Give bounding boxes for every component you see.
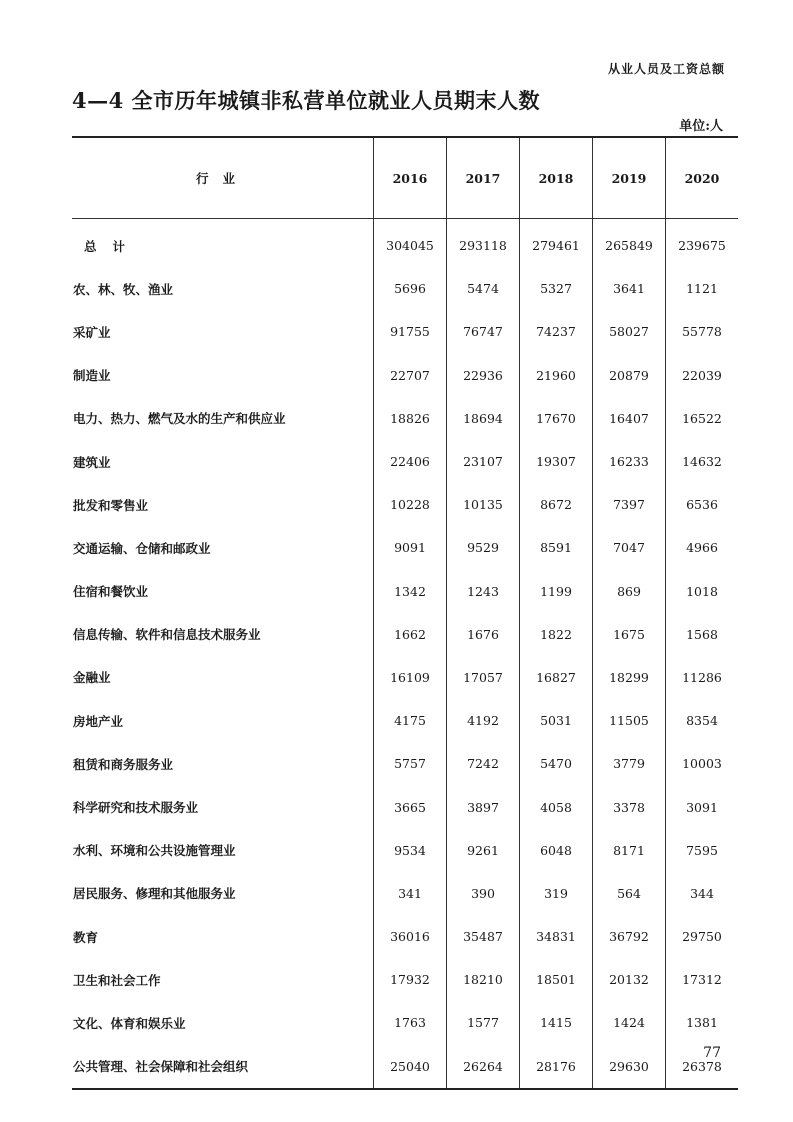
cell-value: 16407 bbox=[593, 397, 666, 440]
table-row bbox=[72, 656, 738, 699]
cell-value: 14632 bbox=[666, 440, 739, 483]
cell-value: 18210 bbox=[447, 958, 520, 1001]
cell-value: 10003 bbox=[666, 742, 739, 785]
industry-label: 水利、环境和公共设施管理业 bbox=[73, 843, 236, 859]
table-row-total bbox=[72, 219, 738, 268]
cell-value: 16109 bbox=[374, 656, 447, 699]
cell-value: 5031 bbox=[520, 699, 593, 742]
page-title: 4—4 全市历年城镇非私营单位就业人员期末人数 bbox=[72, 88, 541, 113]
cell-value: 18501 bbox=[520, 958, 593, 1001]
industry-label: 科学研究和技术服务业 bbox=[73, 800, 199, 816]
table-row bbox=[72, 829, 738, 872]
cell-value: 3091 bbox=[666, 785, 739, 828]
table-row bbox=[72, 915, 738, 958]
cell-value: 34831 bbox=[520, 915, 593, 958]
cell-value: 11505 bbox=[593, 699, 666, 742]
cell-value: 91755 bbox=[374, 310, 447, 353]
cell-value: 1577 bbox=[447, 1001, 520, 1044]
cell-value: 1121 bbox=[666, 267, 739, 310]
cell-value: 20879 bbox=[593, 354, 666, 397]
cell-value: 9261 bbox=[447, 829, 520, 872]
cell-value: 1018 bbox=[666, 570, 739, 613]
cell-value: 16233 bbox=[593, 440, 666, 483]
cell-value: 5757 bbox=[374, 742, 447, 785]
header-year: 2020 bbox=[666, 137, 739, 219]
cell-value: 18826 bbox=[374, 397, 447, 440]
cell-value: 5470 bbox=[520, 742, 593, 785]
table-row bbox=[72, 354, 738, 397]
industry-label: 公共管理、社会保障和社会组织 bbox=[72, 1045, 374, 1089]
cell-value: 6048 bbox=[520, 829, 593, 872]
cell-value: 10228 bbox=[374, 483, 447, 526]
cell-value: 8672 bbox=[520, 483, 593, 526]
cell-value: 17670 bbox=[520, 397, 593, 440]
industry-label: 卫生和社会工作 bbox=[73, 972, 161, 988]
cell-value: 26264 bbox=[447, 1045, 520, 1089]
cell-value: 9534 bbox=[374, 829, 447, 872]
industry-label: 建筑业 bbox=[73, 454, 111, 470]
cell-value: 18299 bbox=[593, 656, 666, 699]
cell-value: 344 bbox=[666, 872, 739, 915]
table-row bbox=[72, 267, 738, 310]
cell-value: 7397 bbox=[593, 483, 666, 526]
employment-table bbox=[72, 136, 738, 1090]
cell-value: 1568 bbox=[666, 613, 739, 656]
unit-label: 单位:人 bbox=[679, 119, 723, 134]
cell-value: 8591 bbox=[520, 526, 593, 569]
cell-value: 25040 bbox=[374, 1045, 447, 1089]
table-row bbox=[72, 742, 738, 785]
cell-value: 3378 bbox=[593, 785, 666, 828]
cell-value: 319 bbox=[520, 872, 593, 915]
header-year: 2016 bbox=[374, 137, 447, 219]
cell-value: 16522 bbox=[666, 397, 739, 440]
cell-value: 19307 bbox=[520, 440, 593, 483]
table-row bbox=[72, 483, 738, 526]
table-row bbox=[72, 397, 738, 440]
cell-value: 1822 bbox=[520, 613, 593, 656]
cell-value: 22707 bbox=[374, 354, 447, 397]
cell-value: 9091 bbox=[374, 526, 447, 569]
cell-value: 55778 bbox=[666, 310, 739, 353]
cell-value: 6536 bbox=[666, 483, 739, 526]
table-row bbox=[72, 310, 738, 353]
table-row bbox=[72, 1001, 738, 1044]
table-row bbox=[72, 958, 738, 1001]
cell-value: 76747 bbox=[447, 310, 520, 353]
cell-value: 4966 bbox=[666, 526, 739, 569]
industry-label: 农、林、牧、渔业 bbox=[73, 281, 174, 297]
running-head: 从业人员及工资总额 bbox=[607, 62, 725, 76]
header-industry: 行业 bbox=[72, 137, 374, 219]
table-row bbox=[72, 526, 738, 569]
cell-value: 29750 bbox=[666, 915, 739, 958]
header-year: 2019 bbox=[593, 137, 666, 219]
industry-label: 教育 bbox=[73, 929, 99, 945]
cell-value: 1662 bbox=[374, 613, 447, 656]
cell-value: 239675 bbox=[666, 219, 739, 268]
cell-value: 564 bbox=[593, 872, 666, 915]
cell-value: 869 bbox=[593, 570, 666, 613]
statistics-table-container bbox=[72, 136, 726, 1090]
cell-value: 5696 bbox=[374, 267, 447, 310]
cell-value: 1676 bbox=[447, 613, 520, 656]
cell-value: 18694 bbox=[447, 397, 520, 440]
industry-label: 房地产业 bbox=[73, 713, 124, 729]
cell-value: 265849 bbox=[593, 219, 666, 268]
industry-label: 文化、体育和娱乐业 bbox=[73, 1015, 186, 1031]
table-row bbox=[72, 1045, 738, 1089]
cell-value: 1381 bbox=[666, 1001, 739, 1044]
cell-value: 3897 bbox=[447, 785, 520, 828]
cell-value: 35487 bbox=[447, 915, 520, 958]
cell-value: 1763 bbox=[374, 1001, 447, 1044]
cell-value: 22936 bbox=[447, 354, 520, 397]
cell-value: 7047 bbox=[593, 526, 666, 569]
table-row bbox=[72, 440, 738, 483]
cell-value: 20132 bbox=[593, 958, 666, 1001]
table-row bbox=[72, 872, 738, 915]
cell-value: 1342 bbox=[374, 570, 447, 613]
cell-value: 4192 bbox=[447, 699, 520, 742]
header-row bbox=[72, 137, 738, 219]
table-row bbox=[72, 613, 738, 656]
cell-value: 5327 bbox=[520, 267, 593, 310]
cell-value: 8171 bbox=[593, 829, 666, 872]
industry-label: 租赁和商务服务业 bbox=[73, 756, 174, 772]
cell-value: 1424 bbox=[593, 1001, 666, 1044]
industry-label: 居民服务、修理和其他服务业 bbox=[73, 886, 236, 902]
industry-label: 金融业 bbox=[73, 670, 111, 686]
cell-value: 10135 bbox=[447, 483, 520, 526]
cell-value: 36792 bbox=[593, 915, 666, 958]
cell-value: 17312 bbox=[666, 958, 739, 1001]
table-body bbox=[72, 219, 738, 1089]
cell-value: 279461 bbox=[520, 219, 593, 268]
cell-value: 26378 bbox=[666, 1045, 739, 1089]
industry-label: 总计 bbox=[84, 238, 142, 254]
header-year: 2018 bbox=[520, 137, 593, 219]
cell-value: 4058 bbox=[520, 785, 593, 828]
table-row bbox=[72, 570, 738, 613]
cell-value: 21960 bbox=[520, 354, 593, 397]
cell-value: 3641 bbox=[593, 267, 666, 310]
cell-value: 11286 bbox=[666, 656, 739, 699]
cell-value: 1415 bbox=[520, 1001, 593, 1044]
industry-label: 电力、热力、燃气及水的生产和供应业 bbox=[73, 411, 286, 427]
table-row bbox=[72, 785, 738, 828]
industry-label: 制造业 bbox=[73, 368, 111, 384]
cell-value: 3665 bbox=[374, 785, 447, 828]
cell-value: 74237 bbox=[520, 310, 593, 353]
cell-value: 29630 bbox=[593, 1045, 666, 1089]
cell-value: 7595 bbox=[666, 829, 739, 872]
cell-value: 58027 bbox=[593, 310, 666, 353]
cell-value: 7242 bbox=[447, 742, 520, 785]
cell-value: 8354 bbox=[666, 699, 739, 742]
cell-value: 28176 bbox=[520, 1045, 593, 1089]
table-row bbox=[72, 699, 738, 742]
cell-value: 16827 bbox=[520, 656, 593, 699]
cell-value: 3779 bbox=[593, 742, 666, 785]
cell-value: 1675 bbox=[593, 613, 666, 656]
cell-value: 17932 bbox=[374, 958, 447, 1001]
cell-value: 17057 bbox=[447, 656, 520, 699]
industry-label: 住宿和餐饮业 bbox=[73, 584, 149, 600]
cell-value: 293118 bbox=[447, 219, 520, 268]
cell-value: 22039 bbox=[666, 354, 739, 397]
cell-value: 4175 bbox=[374, 699, 447, 742]
cell-value: 390 bbox=[447, 872, 520, 915]
industry-label: 采矿业 bbox=[73, 324, 111, 340]
industry-label: 批发和零售业 bbox=[73, 497, 149, 513]
header-year: 2017 bbox=[447, 137, 520, 219]
industry-label: 交通运输、仓储和邮政业 bbox=[73, 540, 211, 556]
cell-value: 1243 bbox=[447, 570, 520, 613]
industry-label: 信息传输、软件和信息技术服务业 bbox=[73, 627, 261, 643]
cell-value: 341 bbox=[374, 872, 447, 915]
cell-value: 5474 bbox=[447, 267, 520, 310]
cell-value: 23107 bbox=[447, 440, 520, 483]
cell-value: 22406 bbox=[374, 440, 447, 483]
page-number: 77 bbox=[703, 1045, 721, 1061]
table-header bbox=[72, 137, 738, 219]
cell-value: 9529 bbox=[447, 526, 520, 569]
cell-value: 36016 bbox=[374, 915, 447, 958]
cell-value: 304045 bbox=[374, 219, 447, 268]
cell-value: 1199 bbox=[520, 570, 593, 613]
